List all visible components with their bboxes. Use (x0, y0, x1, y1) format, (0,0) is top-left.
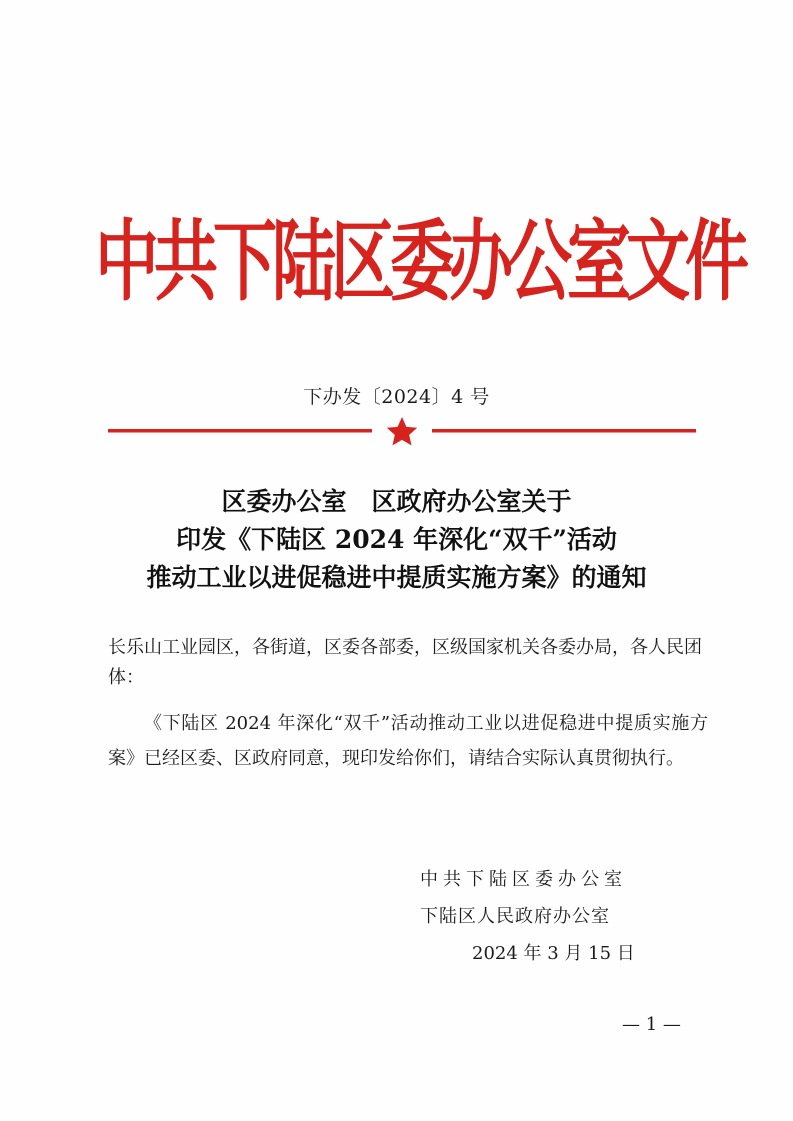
divider-line-right (432, 429, 696, 433)
document-number: 下办发〔2024〕4 号 (303, 386, 490, 408)
document-masthead: 中共下陆区委办公室文件 (95, 212, 744, 315)
title-line-1: 区委办公室 区政府办公室关于 (221, 487, 572, 516)
title-line-3: 推动工业以进促稳进中提质实施方案》的通知 (146, 563, 647, 592)
addressee-text: 长乐山工业园区，各街道，区委各部委，区级国家机关各委办局，各人民团体： (108, 637, 702, 688)
body-paragraph: 《下陆区 2024 年深化“双千”活动推动工业以进促稳进中提质实施方案》已经区委、区政府同意，现印发给你们，请结合实际认真贯彻执行。 (108, 713, 708, 769)
signature-org-2: 下陆区人民政府办公室 (420, 906, 610, 927)
red-divider-with-star (108, 416, 696, 446)
divider-line-left (108, 429, 372, 433)
signature-org-1: 中共下陆区委办公室 (420, 869, 627, 890)
document-title (40, 483, 753, 597)
star-icon (387, 417, 417, 445)
signature-date: 2024 年 3 月 15 日 (472, 943, 635, 964)
title-line-2: 印发《下陆区 2024 年深化“双千”活动 (176, 525, 617, 554)
page-number: — 1 — (622, 1014, 681, 1035)
